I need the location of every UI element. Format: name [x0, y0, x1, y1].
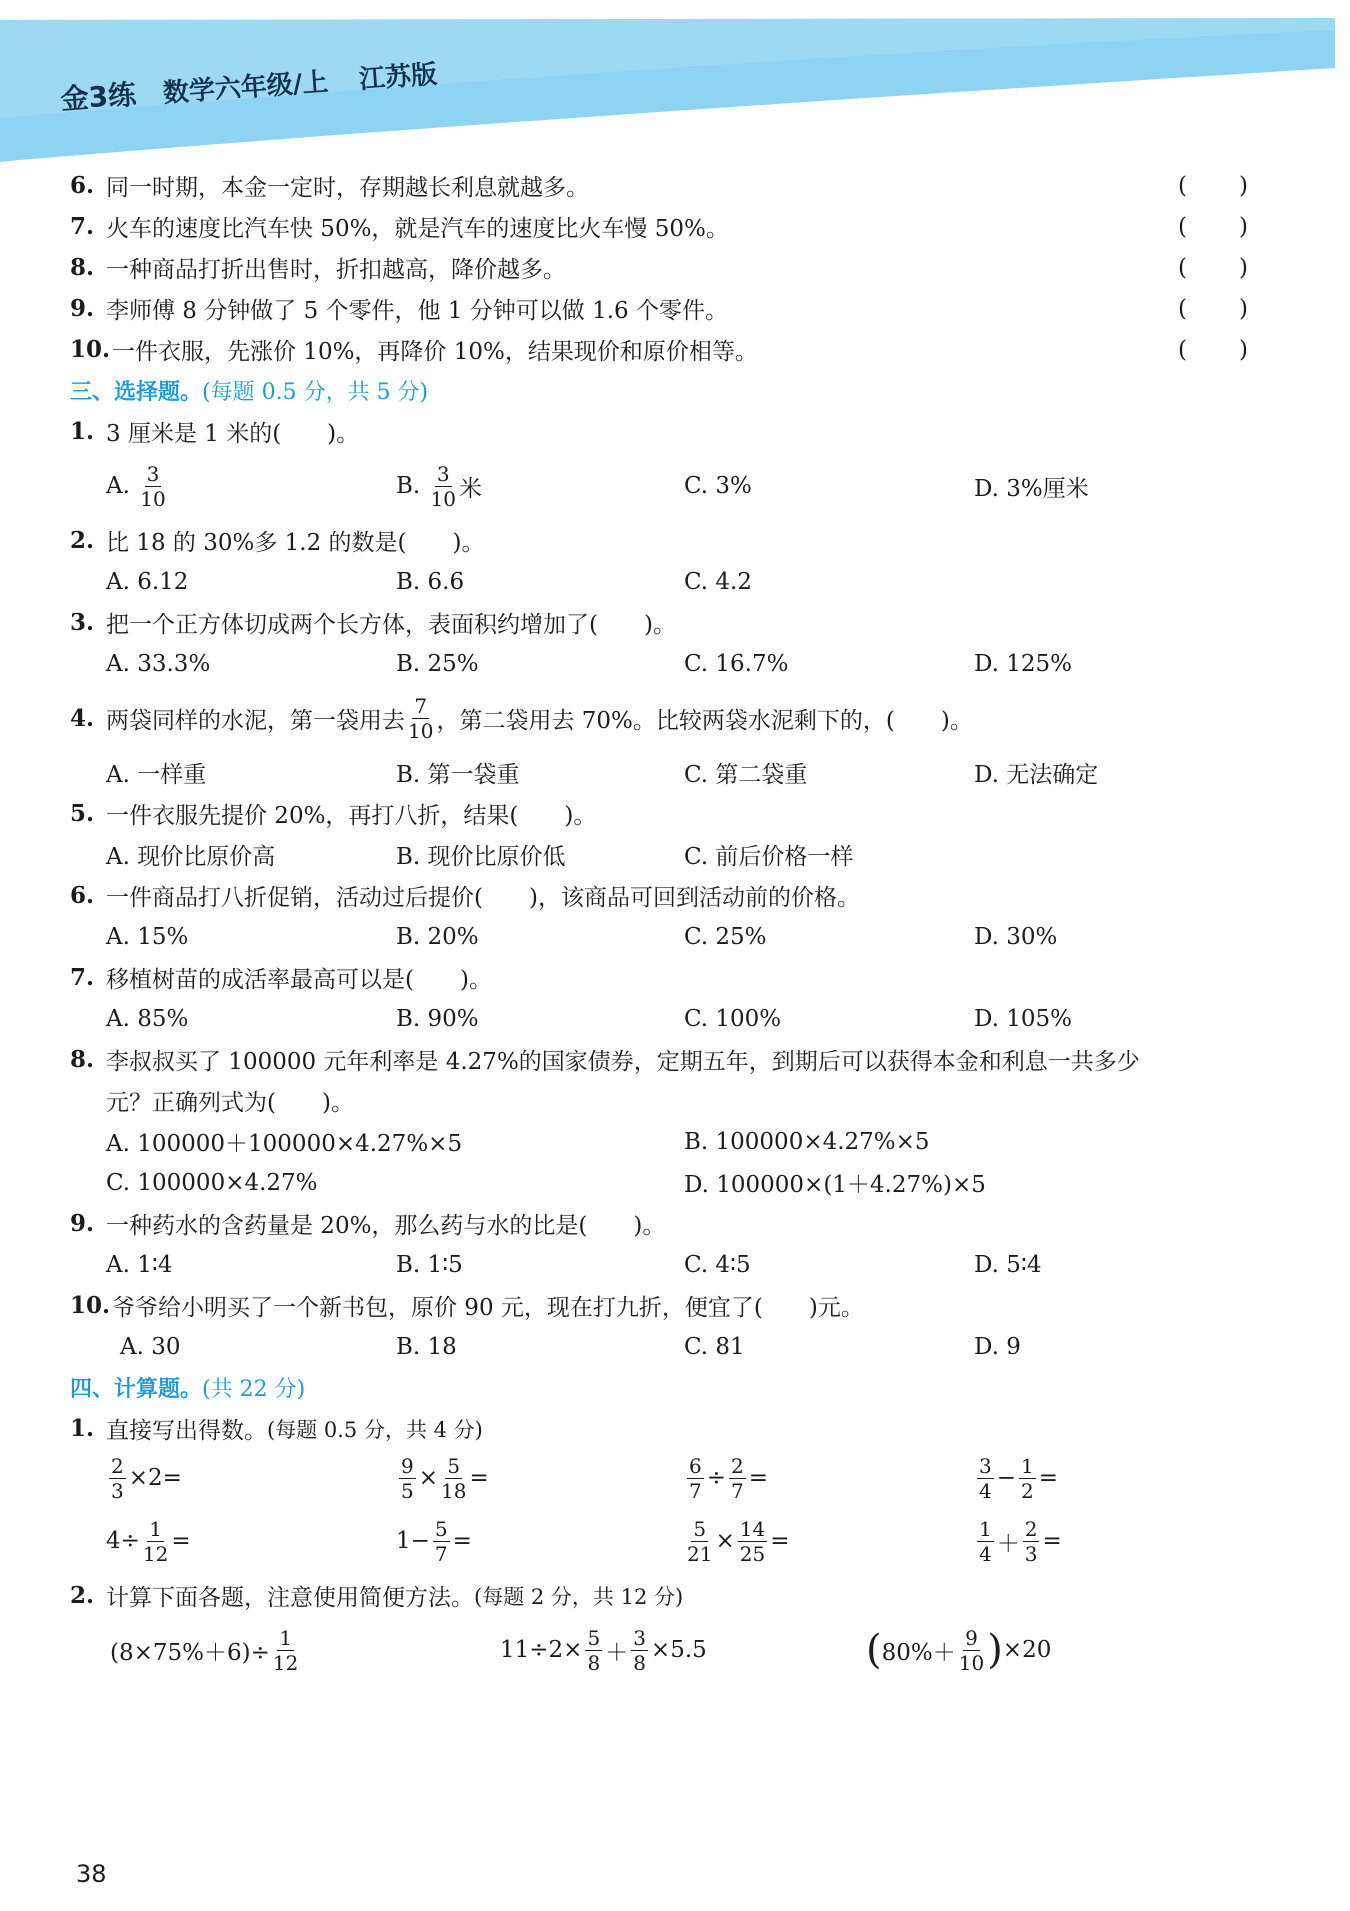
judge-item [70, 206, 1300, 247]
item-text: 一件衣服先提价 20%，再打八折，结果( )。 [106, 803, 597, 829]
options-row [70, 1244, 1260, 1285]
option-b[interactable]: B. $\frac{3}{10}$ 米 [396, 461, 482, 511]
options-row [70, 998, 1260, 1039]
option-c[interactable]: C. 第二袋重 [684, 762, 808, 788]
item-text: 李叔叔买了 100000 元年利率是 4.27%的国家债券，定期五年，到期后可以获得本金和利息一共多少 [106, 1049, 1140, 1075]
option-a[interactable]: A. 1∶4 [106, 1251, 173, 1278]
fraction: $\frac{7}{10}$ [408, 693, 434, 743]
item-text: 同一时期，本金一定时，存期越长利息就越多。 [106, 175, 589, 201]
option-c[interactable]: C. 100% [684, 1005, 782, 1032]
option-c[interactable]: C. 25% [684, 923, 767, 950]
item-text: 两袋同样的水泥，第一袋用去 [106, 707, 405, 734]
answer-parens[interactable]: () [1178, 172, 1300, 199]
question-10 [70, 1285, 1260, 1326]
option-d[interactable]: D. 无法确定 [974, 762, 1099, 788]
question-1 [70, 411, 1260, 452]
item-number: 3. [70, 609, 95, 636]
option-a[interactable]: A. 15% [106, 923, 189, 950]
option-c[interactable]: C. 3% [684, 473, 752, 499]
options-row [70, 752, 1260, 793]
option-d[interactable]: D. 125% [974, 650, 1072, 677]
option-c[interactable]: C. 4.2 [684, 568, 752, 595]
option-c[interactable]: C. 81 [684, 1333, 745, 1360]
item-text: 一种药水的含药量是 20%，那么药与水的比是( )。 [106, 1213, 666, 1239]
option-c[interactable]: C. 100000×4.27% [106, 1169, 318, 1196]
calc-part-1: 1. 直接写出得数。 (每题 0.5 分，共 4 分) [70, 1408, 1260, 1449]
question-5 [70, 793, 1260, 834]
expr-row [70, 1449, 1260, 1507]
item-number: 7. [70, 213, 95, 240]
question-8 [70, 1039, 1260, 1080]
question-9 [70, 1203, 1260, 1244]
item-number: 8. [70, 1046, 95, 1073]
judge-item [70, 329, 1300, 370]
options-row [70, 916, 1260, 957]
edition-label: 江苏版 [358, 59, 439, 96]
option-b[interactable]: B. 25% [396, 650, 479, 677]
option-b[interactable]: B. 20% [396, 923, 479, 950]
expr-row [70, 1616, 1260, 1684]
options-row [70, 1326, 1260, 1367]
item-number: 10. [70, 336, 111, 363]
option-d[interactable]: D. 30% [974, 923, 1058, 950]
option-d[interactable]: D. 9 [974, 1333, 1021, 1360]
option-a[interactable]: A. 100000＋100000×4.27%×5 [106, 1131, 463, 1157]
question-2 [70, 520, 1260, 561]
item-number: 1. [70, 1415, 95, 1442]
item-text: 计算下面各题，注意使用简便方法。 [106, 1585, 474, 1611]
item-number: 6. [70, 172, 95, 199]
answer-parens[interactable]: () [1178, 336, 1300, 363]
option-a[interactable]: A. 现价比原价高 [106, 844, 276, 870]
expression[interactable]: $\frac{1}{4}$ ＋ $\frac{2}{3}$ = [979, 1516, 1062, 1566]
subject-label: 数学六年级/上 [162, 67, 330, 109]
item-text: 一件商品打八折促销，活动过后提价( )，该商品可回到活动前的价格。 [106, 885, 860, 911]
option-b[interactable]: B. 6.6 [396, 568, 465, 595]
option-b[interactable]: B. 100000×4.27%×5 [684, 1128, 930, 1155]
option-a[interactable]: A. 一样重 [106, 762, 207, 788]
item-text: 把一个正方体切成两个长方体，表面积约增加了( )。 [106, 612, 676, 638]
option-c[interactable]: C. 4∶5 [684, 1251, 751, 1278]
item-text: 比 18 的 30%多 1.2 的数是( )。 [106, 530, 485, 556]
item-number: 8. [70, 254, 95, 281]
judge-item [70, 247, 1300, 288]
option-a[interactable]: A. 33.3% [106, 650, 211, 677]
option-b[interactable]: B. 现价比原价低 [396, 844, 566, 870]
section-title-calc: 四、计算题。 (共 22 分) [70, 1377, 306, 1402]
question-8-cont [70, 1080, 1260, 1121]
question-4 [70, 684, 1260, 752]
item-number: 10. [70, 1292, 111, 1319]
option-d[interactable]: D. 105% [974, 1005, 1072, 1032]
option-a[interactable]: A. 6.12 [106, 568, 189, 595]
option-d[interactable]: D. 5∶4 [974, 1251, 1042, 1278]
option-c[interactable]: C. 16.7% [684, 650, 789, 677]
expression[interactable]: $\frac{5}{21}$ × $\frac{14}{25}$ = [687, 1516, 790, 1566]
answer-parens[interactable]: () [1178, 254, 1300, 281]
option-b[interactable]: B. 第一袋重 [396, 762, 520, 788]
option-a[interactable]: A. 85% [106, 1005, 189, 1032]
options-row [70, 452, 1260, 520]
answer-parens[interactable]: () [1178, 295, 1300, 322]
option-b[interactable]: B. 90% [396, 1005, 479, 1032]
answer-parens[interactable]: () [1178, 213, 1300, 240]
option-a[interactable]: A. 30 [120, 1333, 181, 1360]
expression[interactable]: $\frac{9}{5}$ × $\frac{5}{18}$ = [401, 1453, 489, 1503]
judge-item [70, 165, 1300, 206]
expression[interactable]: ( 80%＋ $\frac{9}{10}$ ) ×20 [866, 1625, 1052, 1675]
option-b[interactable]: B. 18 [396, 1333, 457, 1360]
fraction: $\frac{3}{10}$ [430, 461, 456, 511]
expression[interactable]: (8×75%＋6)÷ $\frac{1}{12}$ [110, 1625, 299, 1675]
options-row [70, 561, 1260, 602]
expression[interactable]: 1− $\frac{5}{7}$ = [396, 1516, 472, 1566]
options-row [70, 1162, 1260, 1203]
judge-item [70, 288, 1300, 329]
expression[interactable]: $\frac{2}{3}$ ×2= [111, 1453, 182, 1503]
item-number: 9. [70, 295, 95, 322]
item-text: 直接写出得数。 [106, 1418, 267, 1444]
item-number: 2. [70, 1582, 95, 1609]
item-text: 移植树苗的成活率最高可以是( )。 [106, 967, 492, 993]
item-text: 李师傅 8 分钟做了 5 个零件，他 1 分钟可以做 1.6 个零件。 [106, 298, 728, 324]
question-7 [70, 957, 1260, 998]
options-row [70, 834, 1260, 875]
item-number: 1. [70, 418, 95, 445]
item-text: ，第二袋用去 70%。比较两袋水泥剩下的，( )。 [436, 707, 973, 734]
expression[interactable]: $\frac{6}{7}$ ÷ $\frac{2}{7}$ = [689, 1453, 769, 1503]
brand-logo: 金3练 [59, 77, 138, 117]
question-3 [70, 602, 1260, 643]
item-number: 2. [70, 527, 95, 554]
item-text: 爷爷给小明买了一个新书包，原价 90 元，现在打九折，便宜了( )元。 [112, 1295, 864, 1321]
calc-part-2: 2. 计算下面各题，注意使用简便方法。 (每题 2 分，共 12 分) [70, 1575, 1260, 1616]
item-number: 4. [70, 704, 95, 732]
item-number: 6. [70, 882, 95, 909]
options-row [70, 1121, 1260, 1162]
option-a[interactable]: A. $\frac{3}{10}$ [106, 461, 166, 511]
option-b[interactable]: B. 1∶5 [396, 1251, 463, 1278]
expression[interactable]: 4÷ $\frac{1}{12}$ = [106, 1516, 191, 1566]
item-number: 7. [70, 964, 95, 991]
item-number: 9. [70, 1210, 95, 1237]
expression[interactable]: 11÷2× $\frac{5}{8}$ ＋ $\frac{3}{8}$ ×5.5 [500, 1625, 707, 1675]
item-text: 元？正确列式为( )。 [106, 1090, 354, 1116]
item-text: 3 厘米是 1 米的( )。 [106, 421, 360, 447]
option-c[interactable]: C. 前后价格一样 [684, 844, 854, 870]
option-d[interactable]: D. 100000×(1＋4.27%)×5 [684, 1172, 986, 1198]
question-6 [70, 875, 1260, 916]
item-text: 一种商品打折出售时，折扣越高，降价越多。 [106, 257, 566, 283]
item-text: 火车的速度比汽车快 50%，就是汽车的速度比火车慢 50%。 [106, 216, 729, 242]
section-title-choice: 三、选择题。 (每题 0.5 分，共 5 分) [70, 380, 429, 405]
page-number: 38 [76, 1860, 107, 1888]
options-row [70, 643, 1260, 684]
expression[interactable]: $\frac{3}{4}$ − $\frac{1}{2}$ = [979, 1453, 1059, 1503]
page-content [70, 165, 1300, 1684]
item-number: 5. [70, 800, 95, 827]
option-d[interactable]: D. 3%厘米 [974, 475, 1089, 502]
expr-row [70, 1507, 1260, 1575]
item-text: 一件衣服，先涨价 10%，再降价 10%，结果现价和原价相等。 [112, 339, 758, 365]
fraction: $\frac{3}{10}$ [140, 461, 166, 511]
